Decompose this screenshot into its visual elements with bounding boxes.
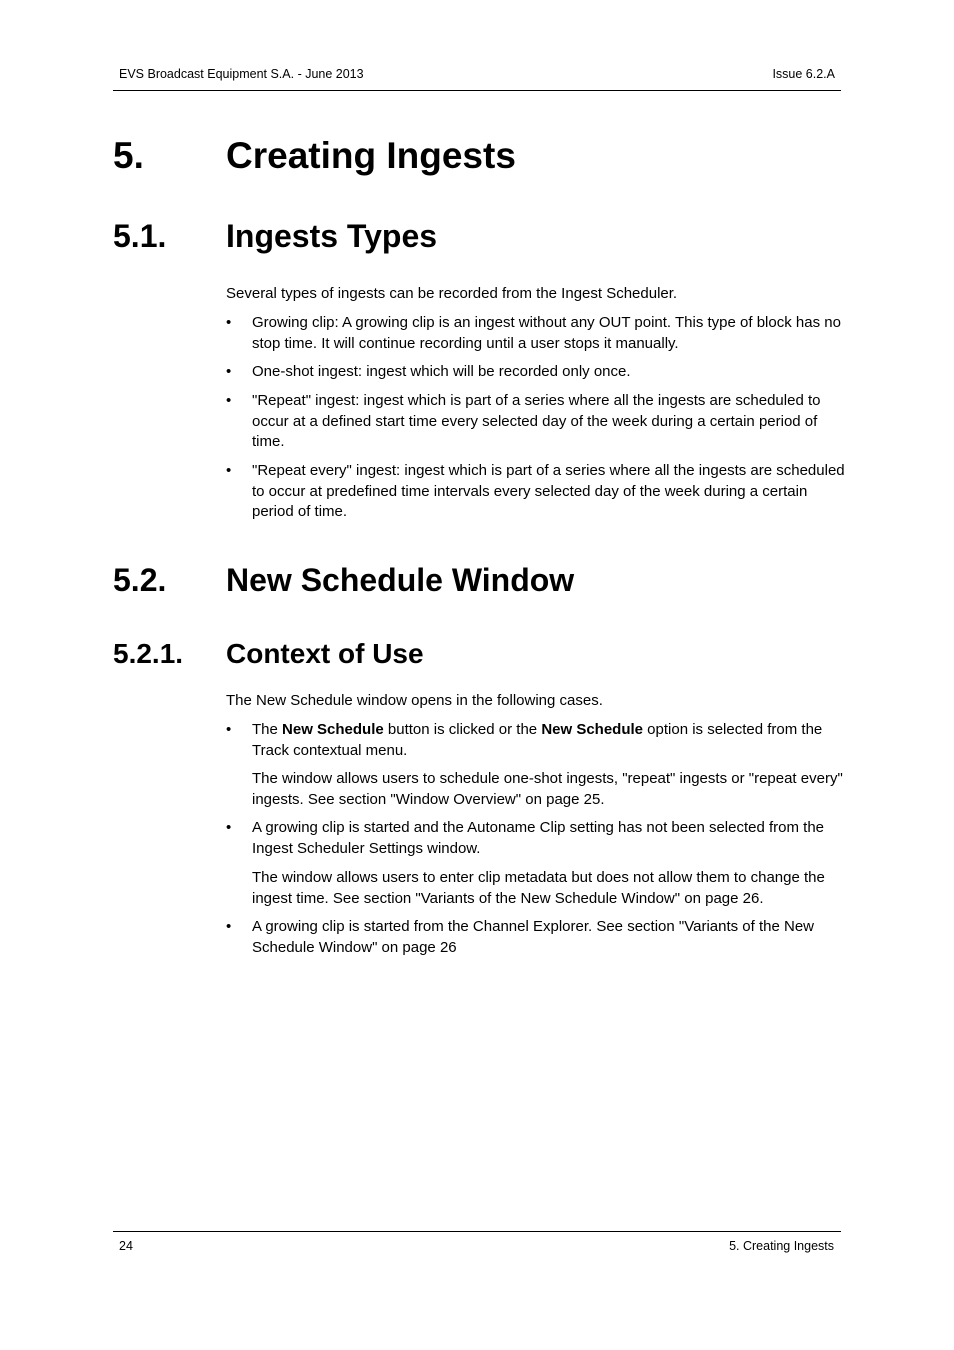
bold-term: New Schedule (282, 721, 384, 738)
header-issue: Issue 6.2.A (772, 67, 835, 81)
bullet-marker: • (226, 819, 232, 836)
bullet-marker: • (226, 314, 232, 331)
chapter-title: Creating Ingests (226, 135, 516, 176)
bullet-marker: • (226, 462, 232, 479)
list-item-text: "Repeat" ingest: ingest which is part of a series where all the ingests are scheduled to occur at a defined start time every selected day of the week during a certain period of time. (252, 392, 821, 450)
page-header (113, 64, 841, 91)
paragraph: The window allows users to schedule one-shot ingests, "repeat" ingests or "repeat every" ingests. See section "Window Overview" on page 25. (252, 770, 843, 808)
footer-chapter: 5. Creating Ingests (729, 1239, 834, 1253)
text-run: option is selected from the Track contextual menu. (252, 721, 823, 759)
bullet-marker: • (226, 721, 232, 738)
header-publisher: EVS Broadcast Equipment S.A. - June 2013 (119, 67, 364, 81)
bullet-marker: • (226, 363, 232, 380)
list-item-text: A growing clip is started from the Channel Explorer. See section "Variants of the New Schedule Window" on page 26 (252, 918, 814, 956)
list-item-text: One-shot ingest: ingest which will be recorded only once. (252, 363, 631, 380)
list-item-text: Growing clip: A growing clip is an ingest without any OUT point. This type of block has no stop time. It will continue recording until a user stops it manually. (252, 314, 841, 352)
text-run: The (252, 721, 283, 738)
bullet-marker: • (226, 918, 232, 935)
section-title: Ingests Types (226, 218, 438, 254)
section-number: 5.2. (113, 562, 167, 598)
subsection-title: Context of Use (226, 638, 424, 669)
list-item-text: A growing clip is started and the Autoname Clip setting has not been selected from the Ingest Scheduler Settings window. (252, 819, 825, 857)
section-title: New Schedule Window (226, 562, 575, 598)
page-footer (113, 1231, 841, 1253)
paragraph: Several types of ingests can be recorded from the Ingest Scheduler. (226, 285, 678, 302)
subsection-number: 5.2.1. (113, 638, 184, 669)
section-number: 5.1. (113, 218, 167, 254)
bullet-marker: • (226, 392, 232, 409)
paragraph: The window allows users to enter clip metadata but does not allow them to change the ingest time. See section "Variants of the New Schedule Window" on page 26. (252, 869, 825, 907)
paragraph: The New Schedule window opens in the following cases. (226, 692, 603, 709)
list-item-text: "Repeat every" ingest: ingest which is part of a series where all the ingests are scheduled to occur at predefined time intervals every selected day of the week during a certain period of time. (252, 462, 845, 520)
bold-term: New Schedule (541, 721, 644, 738)
text-run: button is clicked or the (383, 721, 542, 738)
chapter-number: 5. (113, 135, 144, 176)
page-number: 24 (119, 1239, 133, 1253)
list-item-text (252, 720, 846, 761)
